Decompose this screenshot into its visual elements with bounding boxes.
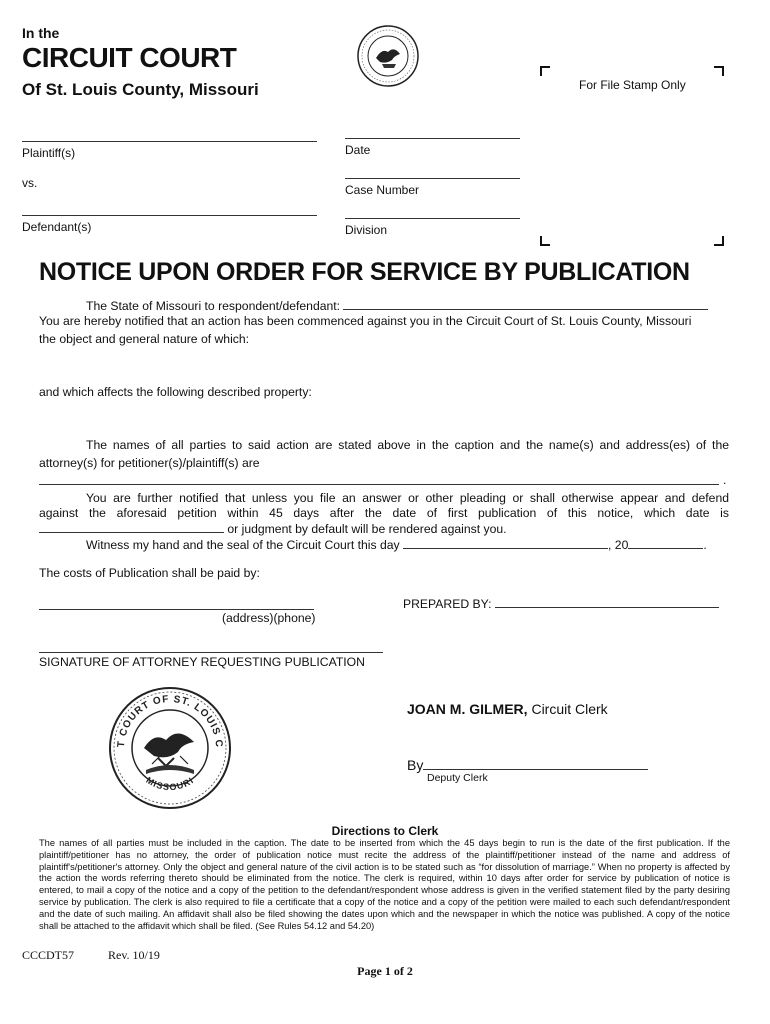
clerk-title: Circuit Clerk [531, 701, 608, 717]
attorney-period: . [723, 473, 727, 487]
stamp-corner-br [714, 236, 724, 246]
respondent-field[interactable] [343, 298, 708, 310]
state-line-text: The State of Missouri to respondent/defendant: [86, 299, 341, 313]
by-label: By [407, 757, 424, 773]
witness-text: Witness my hand and the seal of the Circuit Court this day [86, 538, 400, 552]
svg-text:MISSOURI [144, 775, 195, 792]
stamp-corner-tl [540, 66, 550, 76]
date-line[interactable] [345, 138, 520, 139]
prepared-by-label: PREPARED BY: [403, 597, 492, 611]
state-line [86, 298, 708, 314]
prepared-by-line [403, 596, 719, 612]
witness-year-field[interactable] [628, 537, 703, 549]
page-number: Page 1 of 2 [357, 964, 413, 978]
attorney-signature-line[interactable] [39, 652, 383, 653]
witness-line [86, 537, 707, 553]
parties-line-1: The names of all parties to said action are stated above in the caption and the name(s) and address(es) of the [86, 438, 729, 452]
small-seal-icon [356, 24, 420, 88]
by-line [407, 755, 648, 773]
header-in-the: In the [22, 25, 60, 41]
attorney-signature-label: SIGNATURE OF ATTORNEY REQUESTING PUBLICATION [39, 655, 365, 669]
clerk-block [407, 701, 608, 717]
further-line-1: You are further notified that unless you file an answer or other pleading or shall otherwise appear and defend [86, 491, 729, 505]
deputy-signature-field[interactable] [423, 755, 648, 770]
object-line: the object and general nature of which: [39, 332, 250, 346]
court-seal-icon [108, 686, 232, 810]
prepared-by-field[interactable] [495, 596, 719, 608]
defendant-label: Defendant(s) [22, 220, 92, 234]
notice-title: NOTICE UPON ORDER FOR SERVICE BY PUBLICATION [39, 258, 690, 286]
plaintiff-line[interactable] [22, 141, 317, 142]
stamp-corner-bl [540, 236, 550, 246]
form-id: CCCDT57 [22, 948, 75, 962]
case-number-label: Case Number [345, 183, 420, 197]
directions-heading: Directions to Clerk [331, 824, 439, 838]
seal-bottom-text: MISSOURI [144, 774, 196, 793]
witness-period: . [703, 538, 707, 552]
property-line: and which affects the following described property: [39, 385, 312, 399]
further-line-3 [39, 521, 507, 537]
file-stamp-label: For File Stamp Only [579, 78, 686, 92]
witness-year-text: , 20 [608, 538, 629, 552]
publication-date-field[interactable] [39, 521, 224, 533]
witness-day-field[interactable] [403, 537, 608, 549]
directions-text: The names of all parties must be included in the caption. The date to be inserted from which the 45 days begin to run is the date of the first publication. If the plaintiff/petitioner has no attorney, the order of publication notice must recite the address of the plaintiff/petitioner instead of the name and address of plaintiff's/petitioner's attorney. Only the object and general nature of the civil action is to be stated such as “for dissolution of marriage.” When no property is affected by the action the words referring thereto should be eliminated from the notice. The clerk is required, within 10 days after order for service by publication of notice is entered, to mail a copy of the notice and a copy of the petition to the defendant/respondent whose address is given in the verified statement filed by the party desiring service by publication. The clerk is also required to file a certificate that a copy of the notice and a copy of the petition were mailed to each such defendant/respondent and the date of such mailing. An affidavit shall also be filed showing the dates upon which and the newspaper in which the notice was published. A copy of the notice shall be attached to the affidavit which shall be filed. (See Rules 54.12 and 54.20) [39, 838, 730, 931]
notified-line: You are hereby notified that an action has been commenced against you in the Circuit Court of St. Louis County, Missouri [39, 314, 692, 328]
deputy-clerk-label: Deputy Clerk [427, 772, 488, 784]
division-label: Division [345, 223, 388, 237]
plaintiff-label: Plaintiff(s) [22, 146, 76, 160]
seal-top-text: T COURT OF ST. LOUIS C [115, 693, 225, 749]
parties-line-2: attorney(s) for petitioner(s)/plaintiff(s) are [39, 456, 260, 470]
attorney-field[interactable] [39, 484, 719, 485]
defendant-line[interactable] [22, 215, 317, 216]
vs-label: vs. [22, 176, 38, 190]
clerk-name: JOAN M. GILMER, [407, 701, 528, 717]
stamp-corner-tr [714, 66, 724, 76]
costs-payer-field[interactable] [39, 609, 314, 610]
court-name: CIRCUIT COURT [22, 42, 237, 73]
case-number-line[interactable] [345, 178, 520, 179]
revision-label: Rev. 10/19 [108, 948, 160, 962]
address-phone-label: (address)(phone) [222, 611, 316, 625]
date-label: Date [345, 143, 371, 157]
division-line[interactable] [345, 218, 520, 219]
further-line-2: against the aforesaid petition within 45 days after the date of first publication of this notice, which date is [39, 506, 729, 520]
costs-line: The costs of Publication shall be paid by: [39, 566, 260, 580]
further-line-3-text: or judgment by default will be rendered against you. [227, 522, 507, 536]
court-county: Of St. Louis County, Missouri [22, 80, 259, 99]
